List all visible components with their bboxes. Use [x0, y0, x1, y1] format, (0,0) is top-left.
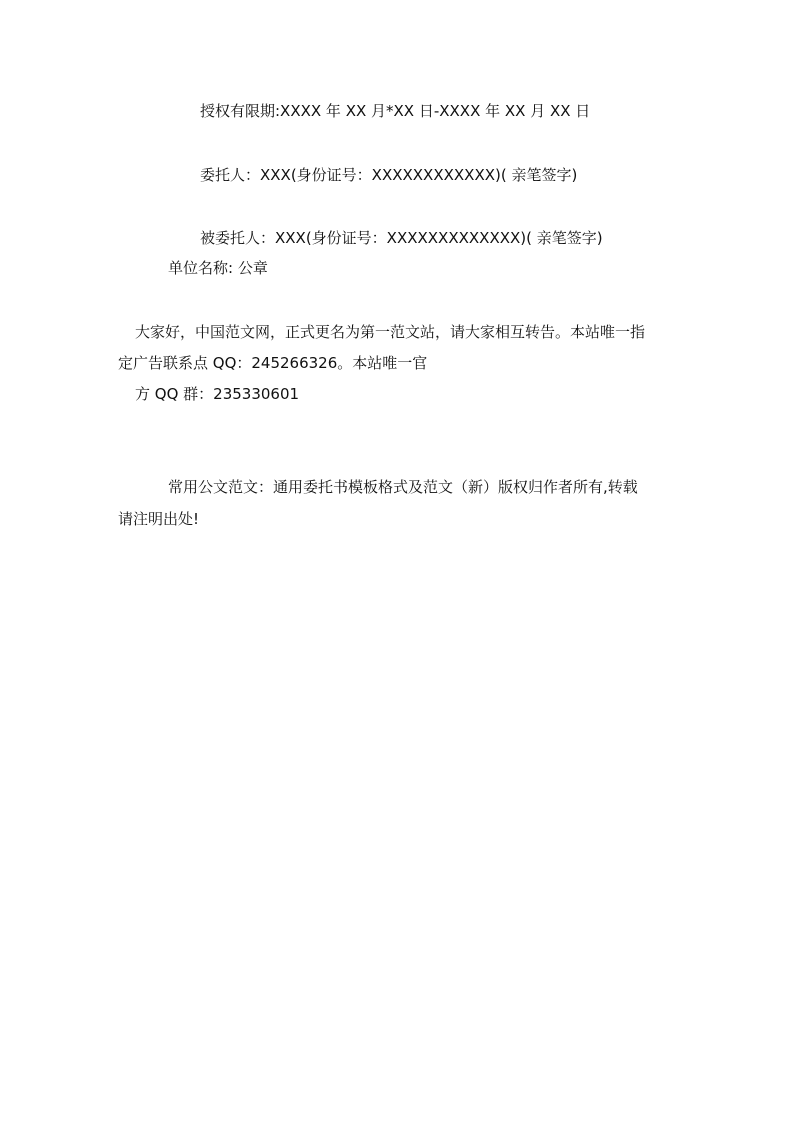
principal-signature-line: 委托人：XXX(身份证号：XXXXXXXXXXXX)( 亲笔签字) — [200, 166, 578, 184]
authorization-period: 授权有限期:XXXX 年 XX 月*XX 日-XXXX 年 XX 月 XX 日 — [200, 102, 591, 120]
copyright-notice-line-2: 请注明出处! — [118, 510, 200, 528]
unit-name-seal: 单位名称: 公章 — [168, 259, 268, 277]
copyright-notice-line-1: 常用公文范文：通用委托书模板格式及范文（新）版权归作者所有,转载 — [168, 478, 638, 496]
site-notice-line-1: 大家好，中国范文网，正式更名为第一范文站，请大家相互转告。本站唯一指 — [135, 323, 646, 341]
agent-signature-line: 被委托人：XXX(身份证号：XXXXXXXXXXXXX)( 亲笔签字) — [200, 229, 603, 247]
site-notice-line-2: 定广告联系点 QQ：245266326。本站唯一官 — [118, 354, 428, 372]
site-notice-line-3: 方 QQ 群：235330601 — [135, 385, 300, 403]
